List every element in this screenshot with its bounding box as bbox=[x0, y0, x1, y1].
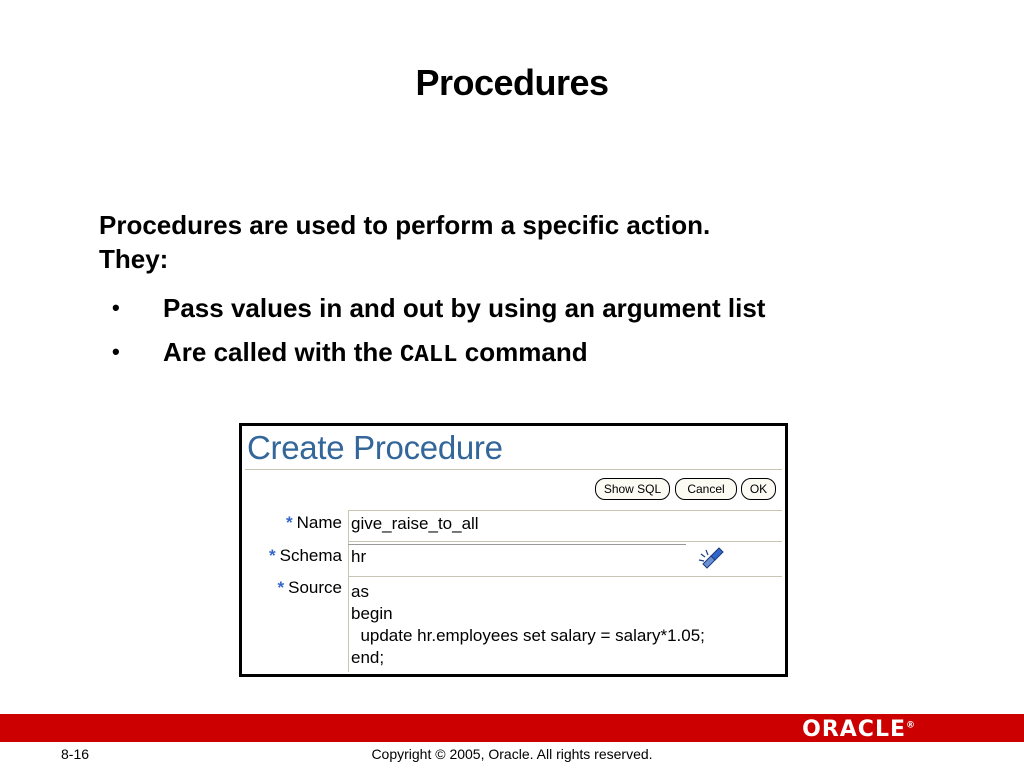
cancel-button[interactable]: Cancel bbox=[675, 478, 737, 500]
source-line: begin bbox=[351, 604, 393, 623]
source-line: as bbox=[351, 582, 369, 601]
create-procedure-screenshot bbox=[239, 423, 788, 677]
bullet-item bbox=[112, 335, 765, 379]
field-border bbox=[348, 541, 782, 542]
source-textarea[interactable] bbox=[351, 581, 705, 669]
slide-intro bbox=[99, 208, 710, 276]
field-border bbox=[348, 510, 349, 672]
slide-title: Procedures bbox=[415, 62, 609, 103]
intro-line-1: Procedures are used to perform a specific action. bbox=[99, 210, 711, 240]
bullet-dot-icon: • bbox=[112, 339, 120, 364]
call-keyword: CALL bbox=[399, 342, 458, 369]
logo-text: ORACLE bbox=[802, 717, 906, 742]
dialog-title: Create Procedure bbox=[247, 429, 503, 466]
name-label bbox=[242, 513, 342, 533]
copyright-notice: Copyright © 2005, Oracle. All rights reserved. bbox=[371, 746, 653, 762]
schema-label-text: Schema bbox=[279, 546, 342, 565]
trademark-mark: ® bbox=[906, 720, 916, 731]
required-marker: * bbox=[277, 578, 285, 597]
source-line: update hr.employees set salary = salary*1.05; bbox=[351, 626, 705, 645]
bullet-text-pre: Are called with the bbox=[163, 337, 400, 367]
schema-underline bbox=[348, 544, 686, 545]
intro-line-2: They: bbox=[99, 244, 169, 274]
field-border bbox=[348, 576, 782, 577]
schema-label bbox=[242, 546, 342, 566]
show-sql-button[interactable]: Show SQL bbox=[595, 478, 670, 500]
required-marker: * bbox=[286, 513, 293, 532]
footer-bar bbox=[0, 714, 1024, 742]
source-label bbox=[242, 578, 342, 598]
source-label-text: Source bbox=[288, 578, 342, 597]
name-input[interactable]: give_raise_to_all bbox=[351, 514, 479, 533]
slide-number: 8-16 bbox=[61, 746, 90, 762]
bullet-text-post: command bbox=[457, 337, 588, 367]
name-label-text: Name bbox=[296, 513, 342, 532]
field-border bbox=[348, 510, 782, 511]
bullet-item bbox=[112, 291, 765, 335]
flashlight-icon[interactable] bbox=[697, 544, 725, 570]
bullet-list bbox=[112, 291, 765, 379]
required-marker: * bbox=[269, 546, 276, 565]
source-line: end; bbox=[351, 648, 385, 667]
bullet-dot-icon: • bbox=[112, 295, 120, 320]
ok-button[interactable]: OK bbox=[741, 478, 776, 500]
bullet-text: Pass values in and out by using an argument list bbox=[163, 293, 766, 323]
oracle-logo bbox=[802, 717, 916, 742]
schema-input[interactable]: hr bbox=[351, 547, 367, 566]
title-divider bbox=[245, 469, 782, 470]
